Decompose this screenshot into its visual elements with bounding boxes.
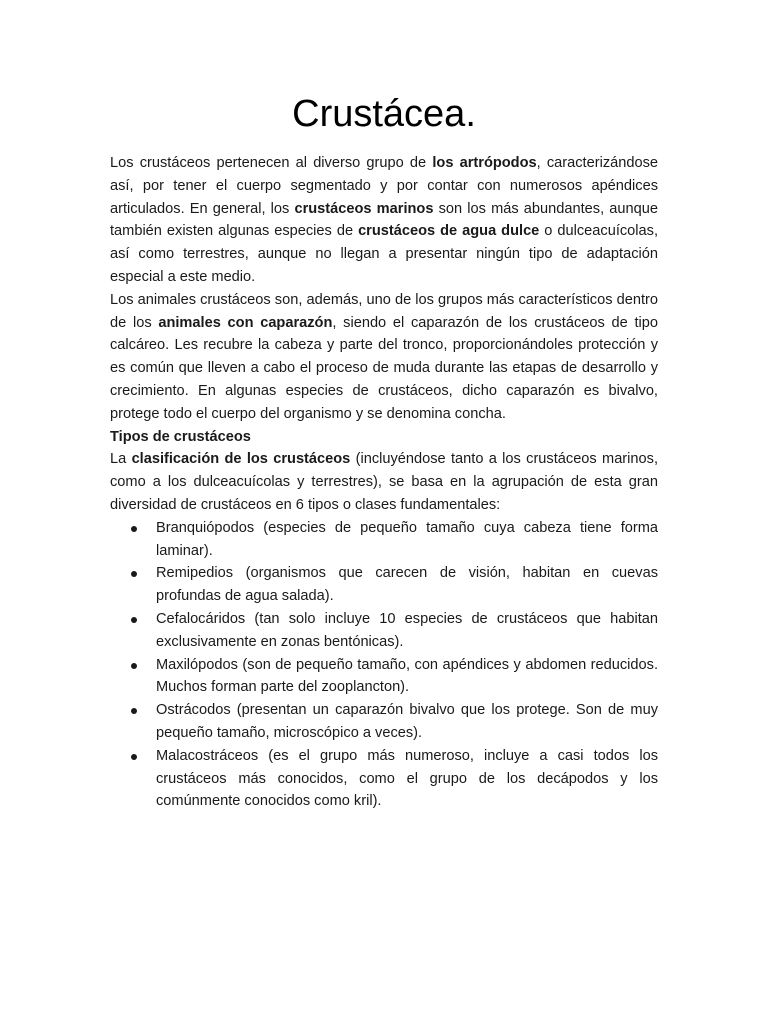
bold-term-clasificacion: clasificación de los crustáceos xyxy=(131,451,351,468)
list-item xyxy=(110,699,658,745)
bullet-icon xyxy=(131,663,137,669)
bullet-icon xyxy=(131,526,137,532)
list-item xyxy=(110,517,658,563)
text-run: o dulceacuícolas, así como terrestres, aunque no llegan a presentar ningún tipo de adaptación especial a este medio. xyxy=(110,223,658,285)
list-item-text: Malacostráceos (es el grupo más numeroso, incluye a casi todos los crustáceos más conocidos, como el grupo de los decápodos y los comúnmente conocidos como kril). xyxy=(156,747,658,810)
crustacean-types-list xyxy=(110,517,658,813)
text-run: Los crustáceos pertenecen al diverso grupo de xyxy=(110,155,433,171)
text-run: , caracterizándose así, por tener el cuerpo segmentado y por contar con numerosos apéndices articulados. En general, los xyxy=(110,155,659,217)
bullet-icon xyxy=(131,617,137,623)
list-item-text: Remipedios (organismos que carecen de visión, habitan en cuevas profundas de agua salada). xyxy=(156,565,658,605)
list-item-text: Branquiópodos (especies de pequeño tamaño cuya cabeza tiene forma laminar). xyxy=(156,519,658,559)
list-item xyxy=(110,562,658,608)
text-run: (incluyéndose tanto a los crustáceos marinos, como a los dulceacuícolas y terrestres), se basa en la agrupación de esta gran diversidad de crustáceos en 6 tipos o clases fundamentales: xyxy=(110,451,658,513)
text-run: son los más abundantes, aunque también existen algunas especies de xyxy=(110,200,658,240)
list-item-text: Maxilópodos (son de pequeño tamaño, con apéndices y abdomen reducidos. Muchos forman parte del zooplancton). xyxy=(156,656,658,696)
bullet-icon xyxy=(131,708,137,714)
bold-term-agua-dulce: crustáceos de agua dulce xyxy=(358,223,540,240)
text-run: Los animales crustáceos son, además, uno de los grupos más característicos dentro de los xyxy=(110,291,658,331)
bold-term-crustaceos-marinos: crustáceos marinos xyxy=(294,200,434,217)
list-item xyxy=(110,745,658,813)
bold-term-artropodos: los artrópodos xyxy=(432,155,537,171)
list-item xyxy=(110,654,658,700)
page-title: Crustácea. xyxy=(292,93,476,135)
bold-term-animales-caparazon: animales con caparazón xyxy=(158,314,333,331)
list-item xyxy=(110,608,658,654)
document-body xyxy=(110,152,658,813)
list-item-text: Cefalocáridos (tan solo incluye 10 especies de crustáceos que habitan exclusivamente en zonas bentónicas). xyxy=(156,610,658,650)
paragraph-clasificacion xyxy=(110,448,658,516)
bullet-icon xyxy=(131,571,137,577)
text-run: , siendo el caparazón de los crustáceos de tipo calcáreo. Les recubre la cabeza y parte del tronco, proporcionándoles protección y es común que lleven a cabo el proceso de muda durante las etapas de desarrollo y crecimiento. En algunas especies de crustáceos, dicho caparazón es bivalvo, protege todo el cuerpo del organismo y se denomina concha. xyxy=(110,314,658,422)
paragraph-intro xyxy=(110,152,658,289)
section-heading: Tipos de crustáceos xyxy=(110,428,251,445)
paragraph-caparazon xyxy=(110,289,658,426)
list-item-text: Ostrácodos (presentan un caparazón bivalvo que los protege. Son de muy pequeño tamaño, microscópico a veces). xyxy=(156,702,658,741)
bullet-icon xyxy=(131,754,137,760)
text-run: La xyxy=(110,451,132,468)
